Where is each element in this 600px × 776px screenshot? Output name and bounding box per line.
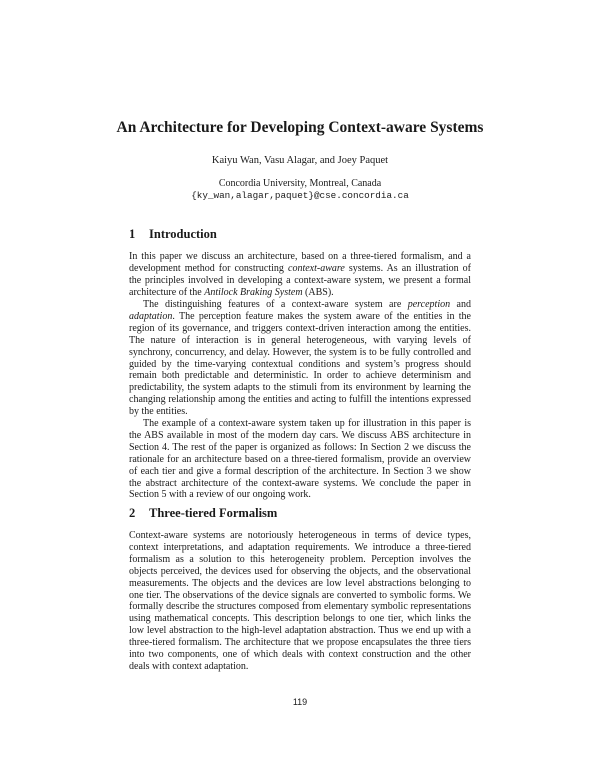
authors: Kaiyu Wan, Vasu Alagar, and Joey Paquet bbox=[211, 155, 389, 166]
page-number: 119 bbox=[292, 697, 308, 707]
intro-paragraph-3: The example of a context-aware system taken up for illustration in this paper is the ABS available in most of the modern day cars. We discuss ABS architecture in Section 4. The rest of the paper is organized as follows: In Section 2 we discuss the rationale for an architecture based on a three-tiered formalism, provide an overview of each tier and give a formal description of the architecture. In Section 3 we show the abstract architecture of the context-aware systems. We conclude the paper in Section 5 with a review of our ongoing work. bbox=[129, 418, 471, 501]
formalism-paragraph-1: Context-aware systems are notoriously heterogeneous in terms of device types, context interpretations, and adaptation requirements. We introduce a three-tiered formalism as a solution to this heterogeneity problem. Perception involves the objects perceived, the devices used for observing the objects, and the observational measurements. The objects and the devices are low level abstractions belonging to one tier. The observations of the device signals are converted to symbolic forms. We formally describe the structures composed from elementary symbolic representations using mathematical concepts. This description belongs to one tier, which links the low level abstraction to the high-level adaptation abstraction. Thus we end up with a three-tiered formalism. The architecture that we propose encapsulates the three tiers into two components, one of which deals with context construction and the other deals with context adaptation. bbox=[129, 530, 471, 672]
affiliation: Concordia University, Montreal, Canada bbox=[218, 178, 382, 189]
section-title: Introduction bbox=[149, 227, 217, 241]
section-1-heading bbox=[129, 227, 217, 242]
section-title: Three-tiered Formalism bbox=[149, 506, 278, 520]
emphasis-context-aware: context-aware bbox=[288, 262, 345, 274]
section-2-heading bbox=[129, 506, 277, 521]
intro-paragraph-2: The distinguishing features of a context-aware system are perception and adaptation. The perception feature makes the system aware of the entities in the region of its governance, and triggers context-driven interaction among the entities. The nature of interaction is in general heterogeneous, with varying levels of synchrony, concurrency, and delay. However, the system is to be fully controlled and guided by the time-varying contextual conditions and system’s progress should remain both predictable and deterministic. In order to achieve determinism and predictability, the system adapts to the stimuli from its environment by learning the changing relationship among the entities and acting to fulfill the intentions expressed by the entities. bbox=[129, 299, 471, 418]
paper-title: An Architecture for Developing Context-aware Systems bbox=[116, 119, 484, 136]
emphasis-adaptation: adaptation bbox=[129, 310, 173, 322]
emphasis-abs: Antilock Braking System bbox=[204, 286, 303, 298]
emphasis-perception: perception bbox=[407, 299, 451, 310]
section-number: 2 bbox=[129, 506, 136, 520]
intro-paragraph-1: In this paper we discuss an architecture, based on a three-tiered formalism, and a development method for constructing context-aware systems. As an illustration of the principles involved in developing a context-aware system, we present a formal architecture of the Antilock Braking System (ABS). bbox=[129, 251, 471, 298]
section-number: 1 bbox=[129, 227, 136, 241]
author-email: {ky_wan,alagar,paquet}@cse.concordia.ca bbox=[191, 190, 409, 201]
